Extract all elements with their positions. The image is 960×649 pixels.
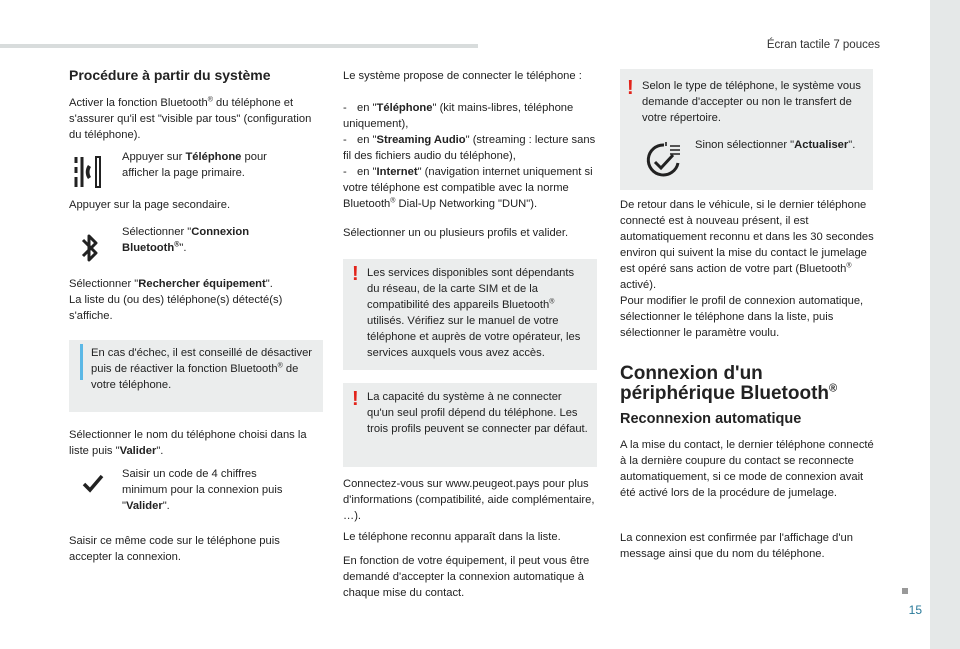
checkmark-icon <box>80 471 106 495</box>
paragraph-profiles-intro: Le système propose de connecter le téléphone : <box>343 70 582 82</box>
paragraph-phone-recognized: Le téléphone reconnu apparaît dans la liste. <box>343 531 561 543</box>
paragraph-enter-code-phone: Saisir ce même code sur le téléphone puis accepter la connexion. <box>69 535 280 563</box>
info-bar-icon <box>80 344 83 380</box>
info-text: En cas d'échec, il est conseillé de désactiver puis de réactiver la fonction Bluetooth® de votre téléphone. <box>91 347 313 391</box>
paragraph-reconnection: A la mise du contact, le dernier téléphone connecté à la dernière coupure du contact se reconnecte automatiquement, si ce mode de connexion avait été activé lors de la procédure de jumelage. <box>620 439 874 499</box>
paragraph-secondary-page: Appuyer sur la page secondaire. <box>69 199 231 211</box>
paragraph-website: Connectez-vous sur www.peugeot.pays pour plus d'informations (compatibilité, aide complémentaire, …). <box>343 478 595 522</box>
warning-text-services: Les services disponibles sont dépendants du réseau, de la carte SIM et de la compatibilité des appareils Bluetooth® utilisés. Vérifiez sur le manuel de votre téléphone et auprès de votre opérateur, les services auxquels vous avez accès. <box>367 267 581 359</box>
paragraph-auto-connection: En fonction de votre équipement, il peut vous être demandé d'accepter la connexion automatique à chaque mise du contact. <box>343 555 590 599</box>
warning-icon: ! <box>352 263 359 285</box>
page-number: 15 <box>908 603 922 617</box>
section-title-bluetooth: Connexion d'un périphérique Bluetooth® <box>620 363 838 404</box>
list-item-streaming-profile: - en "Streaming Audio" (streaming : lecture sans fil des fichiers audio du téléphone), <box>343 134 596 162</box>
step-refresh: Sinon sélectionner "Actualiser". <box>695 139 856 151</box>
paragraph-search-device: Sélectionner "Rechercher équipement". La liste du (ou des) téléphone(s) détecté(s) s'affiche. <box>69 278 283 322</box>
list-item-phone-profile: - en "Téléphone" (kit mains-libres, téléphone uniquement), <box>343 102 574 130</box>
paragraph-select-profiles: Sélectionner un ou plusieurs profils et valider. <box>343 227 569 239</box>
page-end-marker <box>902 588 908 594</box>
paragraph-auto-reconnect: De retour dans le véhicule, si le dernier téléphone connecté est à nouveau présent, il est automatiquement reconnu et dans les 30 secondes environ qui suivent la mise du contact le jumelage est opéré sans action de votre part (Bluetooth® activé). Pour modifier le profil de connexion automatique, sélectionner le téléphone dans la liste, puis sélectionner le paramètre voulu. <box>620 199 874 339</box>
step-bluetooth-connection: Sélectionner "Connexion Bluetooth®". <box>122 226 250 254</box>
warning-text-directory: Selon le type de téléphone, le système vous demande d'accepter ou non le transfert de votre répertoire. <box>642 80 861 124</box>
refresh-check-icon <box>643 140 683 180</box>
bluetooth-icon <box>76 230 104 266</box>
page-header: Écran tactile 7 pouces <box>766 39 880 51</box>
paragraph-confirmation: La connexion est confirmée par l'affichage d'un message ainsi que du nom du téléphone. <box>620 532 853 560</box>
step-phone: Appuyer sur Téléphone pour afficher la page primaire. <box>122 151 267 179</box>
paragraph-activate-bluetooth: Activer la fonction Bluetooth® du téléphone et s'assurer qu'il est "visible par tous" (configuration du téléphone). <box>69 96 312 141</box>
subsection-title: Reconnexion automatique <box>620 411 802 427</box>
list-item-internet-profile: - en "Internet" (navigation internet uniquement si votre téléphone est compatible avec la norme Bluetooth® Dial-Up Networking "DUN"). <box>343 166 593 210</box>
warning-text-profiles: La capacité du système à ne connecter qu'un seul profil dépend du téléphone. Les trois profils peuvent se connecter par défaut. <box>367 391 588 435</box>
section-title: Procédure à partir du système <box>69 67 271 83</box>
paragraph-select-phone: Sélectionner le nom du téléphone choisi dans la liste puis "Valider". <box>69 429 307 457</box>
warning-icon: ! <box>352 388 359 410</box>
header-rule <box>0 44 478 48</box>
step-enter-code: Saisir un code de 4 chiffres minimum pour la connexion puis "Valider". <box>122 468 283 512</box>
phone-icon <box>72 155 106 189</box>
page-margin-band <box>930 0 960 649</box>
warning-icon: ! <box>627 77 634 99</box>
